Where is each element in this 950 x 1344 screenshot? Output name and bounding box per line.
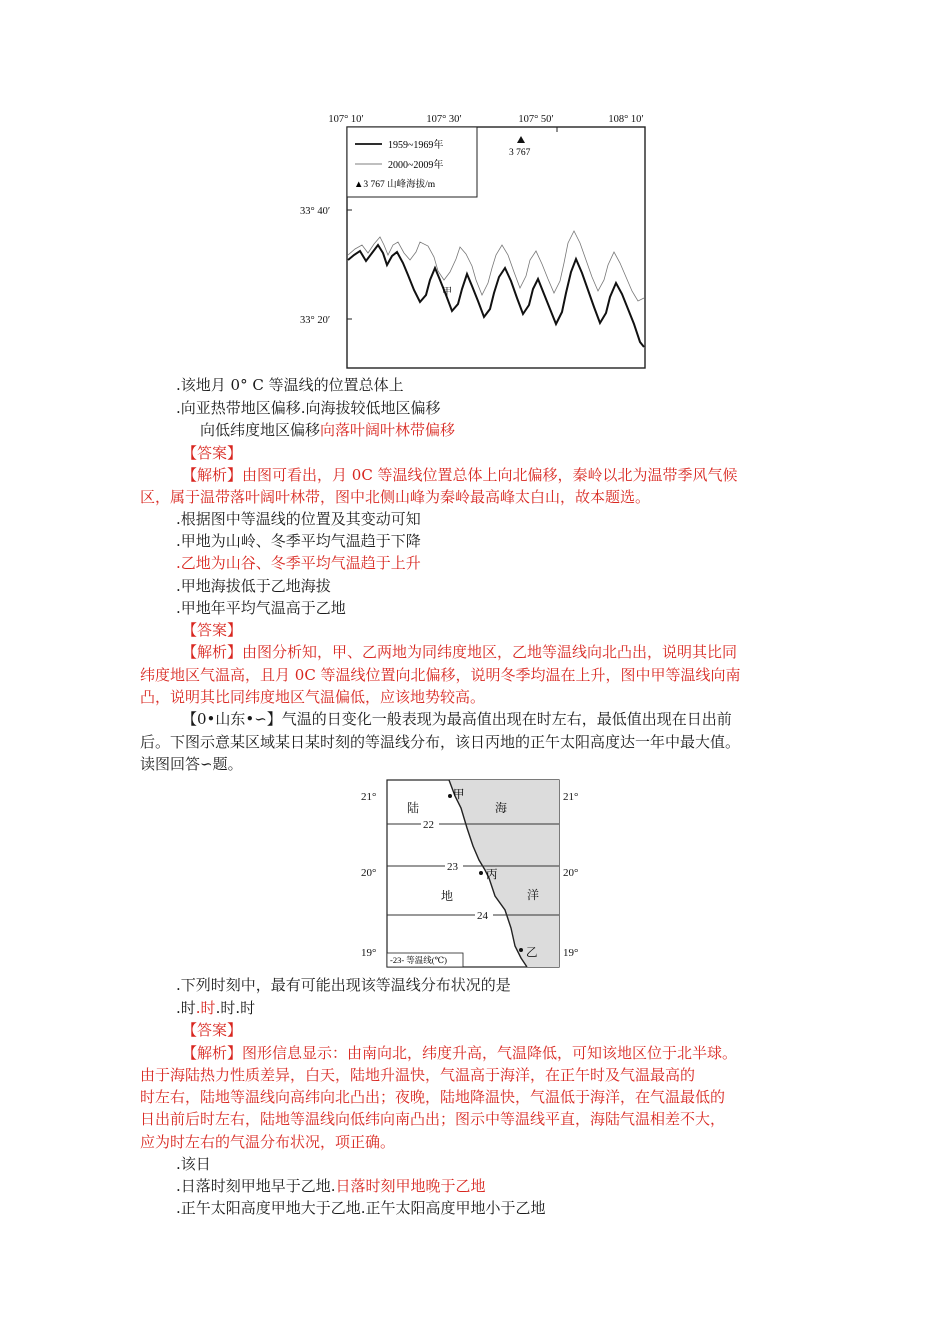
question-4: .该日 — [176, 1155, 211, 1173]
contour-1959-1969 — [348, 245, 644, 347]
isotherm-label-23: 23 — [447, 861, 458, 873]
contour-map-figure — [300, 105, 660, 373]
point-jia-label: 甲 — [453, 789, 465, 801]
right-lat-19: 19° — [563, 947, 579, 959]
question-3-options — [176, 997, 255, 1019]
point-bing-label: 丙 — [486, 869, 498, 881]
contour-2000-2009 — [348, 231, 644, 301]
analysis-2-line-3: 凸，说明其比同纬度地区气温偏低，应该地势较高。 — [140, 688, 486, 706]
isotherm-legend: -23- 等温线(℃) — [390, 955, 447, 965]
legend — [347, 127, 477, 197]
analysis-3-line-1: 【解析】图形信息显示：由南向北，纬度升高，气温降低，可知该地区位于北半球。 — [182, 1044, 738, 1062]
top-label-107-10: 107° 10′ — [328, 114, 364, 125]
analysis-1-line-1: 【解析】由图可看出，月 0C 等温线位置总体上向北偏移，秦岭以北为温带季风气候 — [182, 466, 738, 484]
legend-2000-2009: 2000~2009年 — [388, 160, 444, 171]
question-1: .该地月 0° C 等温线的位置总体上 — [176, 376, 404, 394]
point-yi-label: 乙 — [526, 947, 538, 959]
isotherm-label-24: 24 — [477, 910, 488, 922]
top-label-108-10: 108° 10′ — [608, 114, 644, 125]
option-a: .时 — [176, 999, 196, 1017]
analysis-3-line-4: 日出前后时左右，陆地等温线向低纬向南凸出；图示中等温线平直，海陆气温相差不大， — [140, 1110, 726, 1128]
answer-1: 【答案】 — [182, 444, 243, 462]
option-sunset-later: 日落时刻甲地晚于乙地 — [335, 1177, 486, 1195]
question-2-option-4: .甲地年平均气温高于乙地 — [176, 599, 346, 617]
legend-peak: ▲3 767 山峰海拔/m — [354, 180, 436, 190]
question-2-option-1: .甲地为山岭、冬季平均气温趋于下降 — [176, 532, 421, 550]
place-label-jia: 甲 — [442, 287, 452, 298]
question-1-options-a: .向亚热带地区偏移.向海拔较低地区偏移 — [176, 399, 441, 417]
question-2: .根据图中等温线的位置及其变动可知 — [176, 510, 421, 528]
question-4-options-1 — [176, 1175, 486, 1197]
option-sunset-earlier: .日落时刻甲地早于乙地. — [176, 1177, 336, 1195]
isotherm-map-figure — [355, 778, 595, 970]
intro-line-3: 读图回答∽题。 — [140, 755, 243, 773]
land-label-lu: 陆 — [407, 801, 420, 815]
option-b: .时 — [195, 999, 216, 1017]
isotherm-label-22: 22 — [423, 819, 434, 831]
answer-3: 【答案】 — [182, 1021, 243, 1039]
top-label-107-50: 107° 50′ — [518, 114, 554, 125]
question-4-options-2: .正午太阳高度甲地大于乙地.正午太阳高度甲地小于乙地 — [176, 1199, 546, 1217]
peak-marker — [509, 136, 531, 158]
answer-2: 【答案】 — [182, 621, 243, 639]
sea-label-hai: 海 — [495, 801, 508, 815]
left-lat-19: 19° — [361, 947, 377, 959]
intro-line-1: 【0•山东•∽】气温的日变化一般表现为最高值出现在时左右，最低值出现在日出前 — [182, 710, 732, 728]
analysis-1-line-2: 区，属于温带落叶阔叶林带，图中北侧山峰为秦岭最高峰太白山，故本题选。 — [140, 488, 651, 506]
left-lat-20: 20° — [361, 867, 377, 879]
question-2-option-2: .乙地为山谷、冬季平均气温趋于上升 — [176, 554, 421, 572]
peak-triangle-icon — [517, 136, 525, 143]
analysis-3-line-2: 由于海陆热力性质差异，白天，陆地升温快，气温高于海洋，在正午时及气温最高的 — [140, 1066, 696, 1084]
left-lat-21: 21° — [361, 791, 377, 803]
question-1-options-b — [200, 419, 455, 441]
legend-1959-1969: 1959~1969年 — [388, 140, 444, 151]
peak-elevation-label: 3 767 — [509, 148, 531, 158]
land-label-di: 地 — [441, 889, 454, 903]
question-3: .下列时刻中，最有可能出现该等温线分布状况的是 — [176, 976, 511, 994]
analysis-2-line-2: 纬度地区气温高，且月 0C 等温线位置向北偏移，说明冬季均温在上升，图中甲等温线向南 — [140, 666, 741, 684]
sea-label-yang: 洋 — [527, 888, 540, 902]
right-lat-21: 21° — [563, 791, 579, 803]
question-2-option-3: .甲地海拔低于乙地海拔 — [176, 577, 331, 595]
option-low-latitude: 向低纬度地区偏移 — [200, 421, 321, 439]
left-label-33-20: 33° 20′ — [300, 315, 331, 326]
right-lat-20: 20° — [563, 867, 579, 879]
analysis-3-line-5: 应为时左右的气温分布状况，项正确。 — [140, 1133, 396, 1151]
option-c-d: .时.时 — [215, 999, 256, 1017]
left-label-33-40: 33° 40′ — [300, 206, 331, 217]
analysis-3-line-3: 时左右，陆地等温线向高纬向北凸出；夜晚，陆地降温快，气温低于海洋，在气温最低的 — [140, 1088, 726, 1106]
analysis-2-line-1: 【解析】由图分析知，甲、乙两地为同纬度地区，乙地等温线向北凸出，说明其比同 — [182, 643, 738, 661]
option-deciduous-forest: 向落叶阔叶林带偏移 — [320, 421, 456, 439]
intro-line-2: 后。下图示意某区域某日某时刻的等温线分布，该日丙地的正午太阳高度达一年中最大值。 — [140, 733, 741, 751]
top-label-107-30: 107° 30′ — [426, 114, 462, 125]
